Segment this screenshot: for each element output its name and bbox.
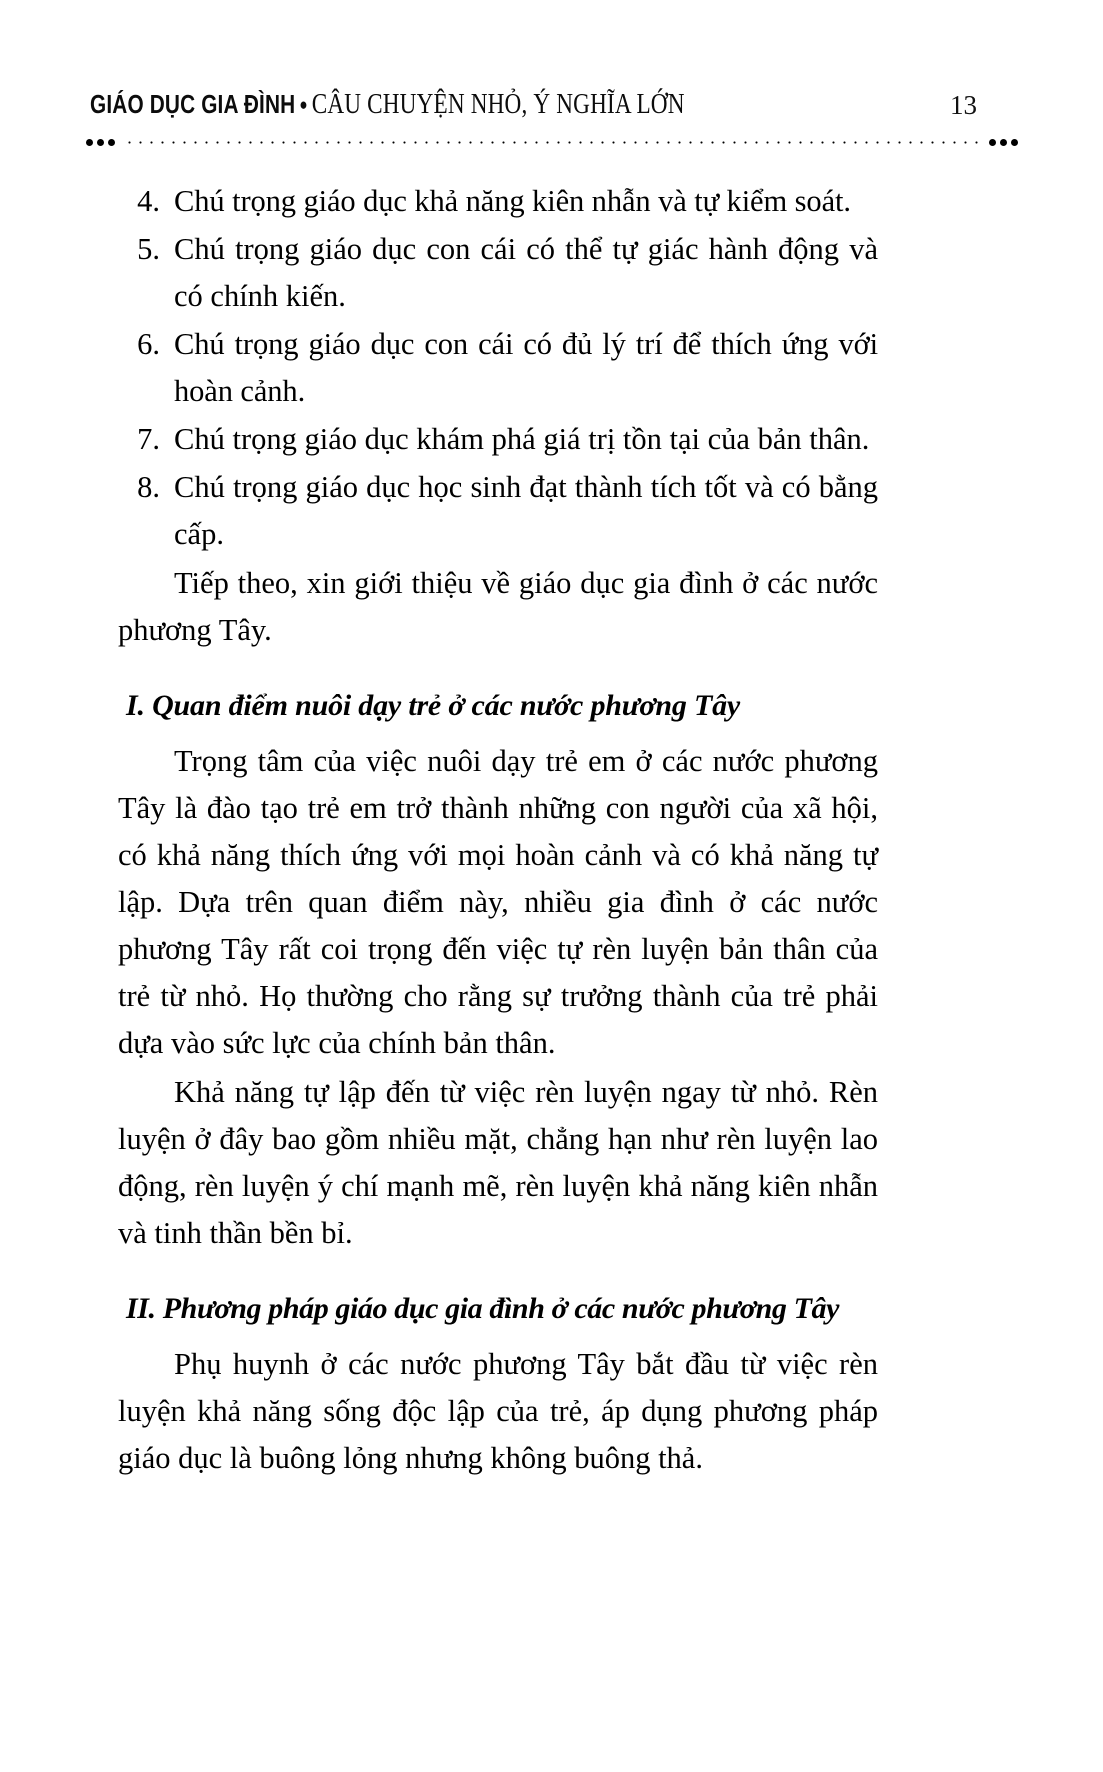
header-book-title: GIÁO DỤC GIA ĐÌNH xyxy=(90,89,296,119)
list-item xyxy=(118,178,878,225)
section-heading-two: II. Phương pháp giáo dục gia đình ở các nước phương Tây xyxy=(126,1292,840,1325)
list-item xyxy=(118,226,878,320)
list-item xyxy=(118,416,878,463)
header-decorative-rule xyxy=(86,136,1018,148)
list-item-number: 4. xyxy=(137,184,160,218)
list-item-text: Chú trọng giáo dục con cái có đủ lý trí để thích ứng với hoàn cảnh. xyxy=(174,327,878,408)
header-subtitle: CÂU CHUYỆN NHỎ, Ý NGHĨA LỚN xyxy=(311,88,685,120)
page-number: 13 xyxy=(950,90,977,120)
header-title-group xyxy=(90,88,685,121)
list-item-text: Chú trọng giáo dục con cái có thể tự giác hành động và có chính kiến. xyxy=(174,232,878,313)
list-item xyxy=(118,464,878,558)
dot-icon xyxy=(86,139,93,146)
numbered-list xyxy=(118,178,878,558)
header-separator-dot-icon: ● xyxy=(299,95,308,114)
rule-dots-left xyxy=(86,139,115,146)
list-item-text: Chú trọng giáo dục khám phá giá trị tồn tại của bản thân. xyxy=(174,422,870,456)
dotted-line xyxy=(124,141,980,144)
running-header xyxy=(90,88,1015,132)
list-item-number: 5. xyxy=(137,232,160,266)
section-one-paragraph-1: Trọng tâm của việc nuôi dạy trẻ em ở các nước phương Tây là đào tạo trẻ em trở thành những con người của xã hội, có khả năng thích ứng với mọi hoàn cảnh và có khả năng tự lập. Dựa trên quan điểm này, nhiều gia đình ở các nước phương Tây rất coi trọng đến việc tự rèn luyện bản thân của trẻ từ nhỏ. Họ thường cho rằng sự trưởng thành của trẻ phải dựa vào sức lực của chính bản thân. xyxy=(118,744,878,1060)
list-item-number: 6. xyxy=(137,327,160,361)
dot-icon xyxy=(1011,139,1018,146)
section-two-paragraph-1: Phụ huynh ở các nước phương Tây bắt đầu từ việc rèn luyện khả năng sống độc lập của trẻ, áp dụng phương pháp giáo dục là buông lỏng nhưng không buông thả. xyxy=(118,1347,878,1475)
list-item-number: 7. xyxy=(137,422,160,456)
section-heading-one: I. Quan điểm nuôi dạy trẻ ở các nước phương Tây xyxy=(126,689,741,722)
list-item-text: Chú trọng giáo dục khả năng kiên nhẫn và tự kiểm soát. xyxy=(174,184,851,218)
section-one-paragraph-2: Khả năng tự lập đến từ việc rèn luyện ngay từ nhỏ. Rèn luyện ở đây bao gồm nhiều mặt, chẳng hạn như rèn luyện lao động, rèn luyện ý chí mạnh mẽ, rèn luyện khả năng kiên nhẫn và tinh thần bền bỉ. xyxy=(118,1075,878,1250)
dot-icon xyxy=(989,139,996,146)
intro-paragraph: Tiếp theo, xin giới thiệu về giáo dục gia đình ở các nước phương Tây. xyxy=(118,566,878,647)
dot-icon xyxy=(108,139,115,146)
list-item-text: Chú trọng giáo dục học sinh đạt thành tích tốt và có bằng cấp. xyxy=(174,470,878,551)
list-item-number: 8. xyxy=(137,470,160,504)
dot-icon xyxy=(97,139,104,146)
list-item xyxy=(118,321,878,415)
rule-dots-right xyxy=(989,139,1018,146)
dot-icon xyxy=(1000,139,1007,146)
page-content xyxy=(118,178,878,1482)
